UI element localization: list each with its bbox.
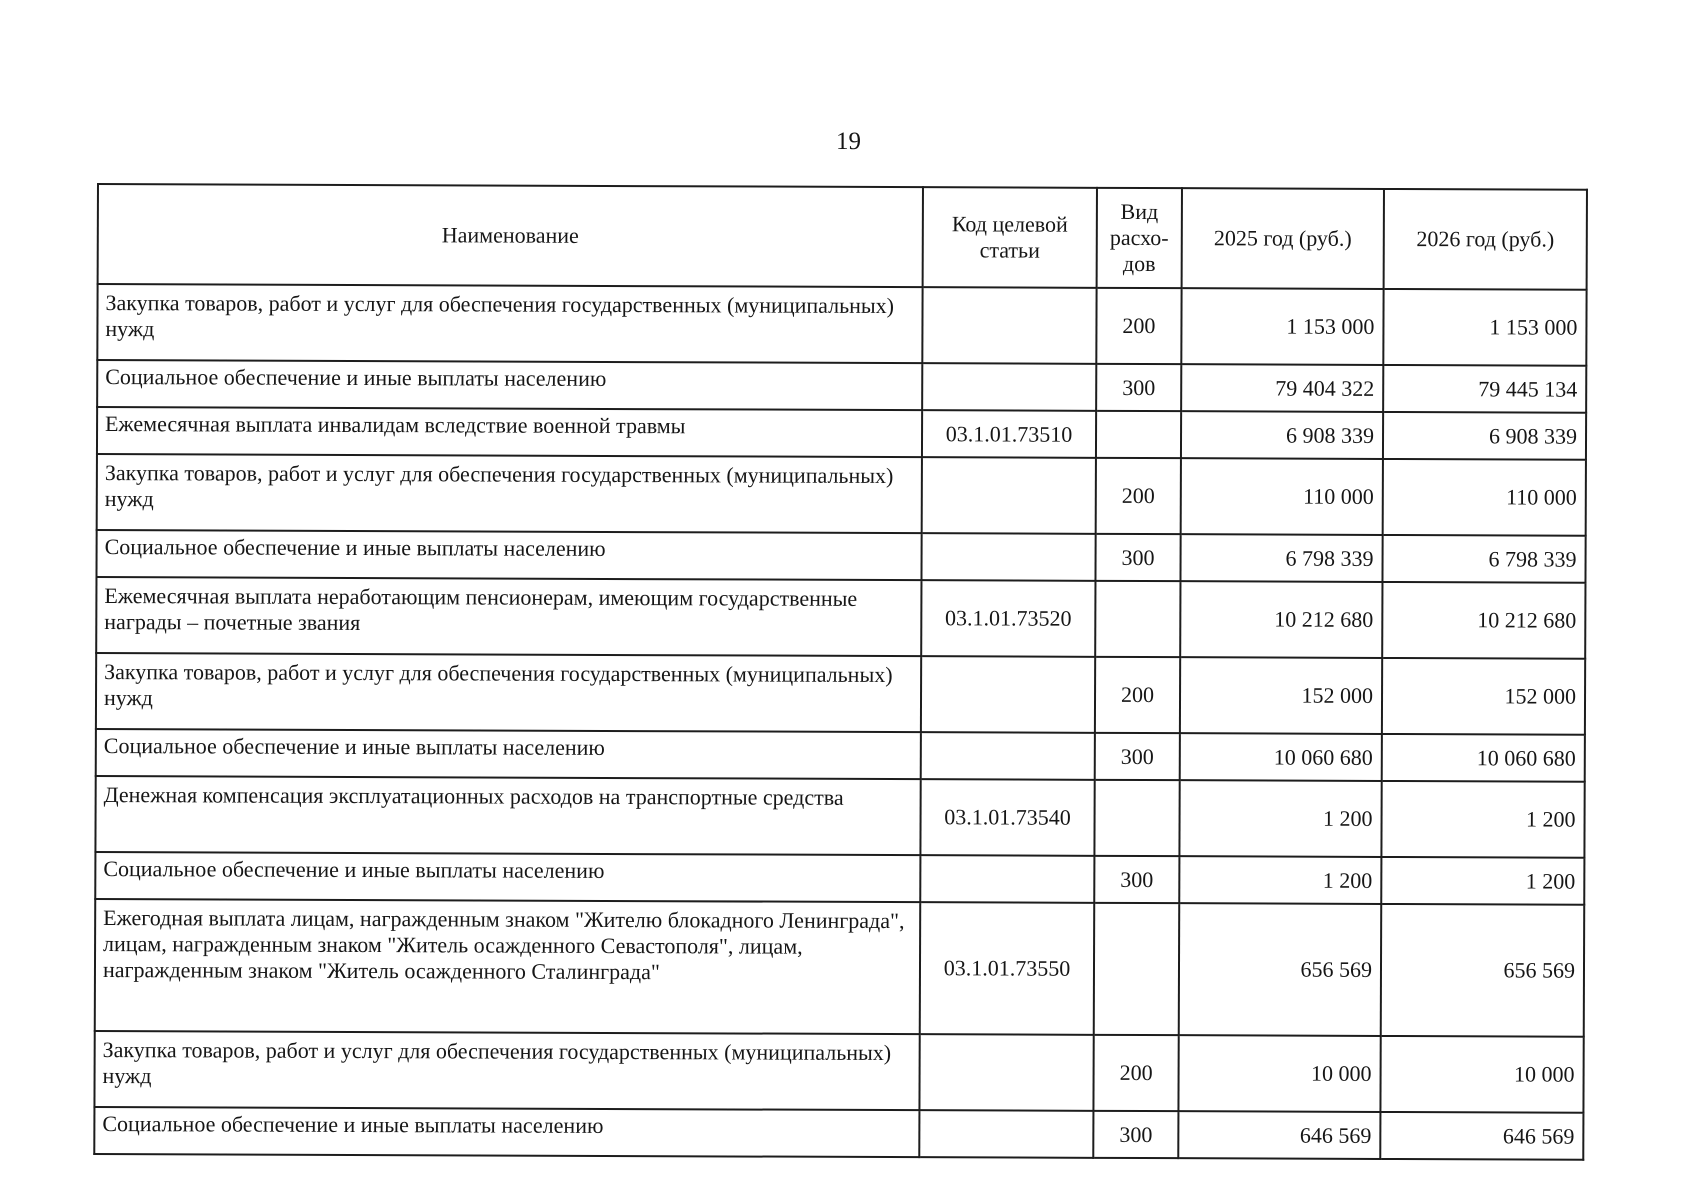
row-expense-type: 300 xyxy=(1095,733,1180,780)
table-row xyxy=(97,284,1586,366)
row-expense-type xyxy=(1095,581,1180,657)
table-row xyxy=(96,530,1585,583)
table-row xyxy=(96,577,1585,659)
row-year-2025: 656 569 xyxy=(1179,903,1382,1036)
row-year-2026: 10 000 xyxy=(1380,1036,1583,1113)
row-expense-type: 300 xyxy=(1096,364,1181,411)
header-code: Код целевой статьи xyxy=(923,187,1097,288)
row-name: Социальное обеспечение и иные выплаты населению xyxy=(95,852,920,902)
row-code xyxy=(921,656,1095,733)
row-year-2026: 646 569 xyxy=(1380,1112,1583,1160)
table-row xyxy=(95,852,1584,905)
budget-table xyxy=(93,183,1588,1161)
row-year-2026: 152 000 xyxy=(1382,658,1585,735)
row-year-2026: 1 200 xyxy=(1381,781,1584,858)
row-year-2025: 10 060 680 xyxy=(1180,733,1382,781)
row-year-2025: 6 798 339 xyxy=(1180,534,1382,582)
row-code: 03.1.01.73540 xyxy=(920,779,1094,856)
row-year-2026: 1 153 000 xyxy=(1383,289,1586,366)
table-row xyxy=(94,1107,1583,1160)
row-name: Социальное обеспечение и иные выплаты населению xyxy=(96,729,921,779)
header-year-2025: 2025 год (руб.) xyxy=(1182,188,1384,289)
row-year-2025: 152 000 xyxy=(1180,657,1382,734)
row-year-2026: 79 445 134 xyxy=(1383,365,1586,413)
row-year-2026: 110 000 xyxy=(1383,459,1586,536)
row-expense-type: 200 xyxy=(1093,1035,1178,1111)
table-row xyxy=(95,776,1584,858)
table-row xyxy=(97,360,1586,413)
row-year-2025: 6 908 339 xyxy=(1181,411,1383,459)
page-number: 19 xyxy=(836,128,861,155)
table-row xyxy=(97,407,1586,460)
row-expense-type: 300 xyxy=(1095,534,1180,581)
row-expense-type: 200 xyxy=(1096,458,1181,534)
header-year-2026: 2026 год (руб.) xyxy=(1384,189,1587,290)
row-name: Ежемесячная выплата инвалидам вследствие военной травмы xyxy=(97,407,922,457)
row-year-2026: 10 060 680 xyxy=(1382,734,1585,782)
header-expense-type: Вид расхо-дов xyxy=(1097,188,1182,288)
row-year-2025: 1 153 000 xyxy=(1181,288,1383,365)
row-name: Ежемесячная выплата неработающим пенсионерам, имеющим государственные награды – почетные звания xyxy=(96,577,921,656)
row-year-2026: 10 212 680 xyxy=(1382,582,1585,659)
row-expense-type xyxy=(1096,411,1181,458)
row-expense-type: 300 xyxy=(1093,1111,1178,1158)
row-expense-type: 200 xyxy=(1096,288,1181,364)
row-name: Денежная компенсация эксплуатационных расходов на транспортные средства xyxy=(95,776,920,855)
table-row xyxy=(94,1031,1583,1113)
row-expense-type: 300 xyxy=(1094,856,1179,903)
row-year-2025: 10 212 680 xyxy=(1180,581,1382,658)
row-year-2025: 1 200 xyxy=(1179,856,1381,904)
row-year-2025: 646 569 xyxy=(1178,1111,1380,1159)
row-code xyxy=(922,287,1096,364)
row-year-2025: 110 000 xyxy=(1181,458,1383,535)
row-code xyxy=(922,363,1096,411)
row-code: 03.1.01.73520 xyxy=(921,580,1095,657)
row-year-2026: 6 798 339 xyxy=(1382,535,1585,583)
row-expense-type: 200 xyxy=(1095,657,1180,733)
row-name: Социальное обеспечение и иные выплаты населению xyxy=(94,1107,919,1157)
row-year-2026: 6 908 339 xyxy=(1383,412,1586,460)
table-row xyxy=(96,653,1585,735)
table-header-row xyxy=(98,184,1587,290)
row-year-2025: 1 200 xyxy=(1179,780,1381,857)
row-code xyxy=(920,855,1094,903)
table-row xyxy=(97,454,1586,536)
row-year-2025: 79 404 322 xyxy=(1181,364,1383,412)
row-year-2026: 1 200 xyxy=(1381,857,1584,905)
row-name: Закупка товаров, работ и услуг для обеспечения государственных (муниципальных) нужд xyxy=(97,454,922,533)
row-year-2025: 10 000 xyxy=(1178,1035,1380,1112)
row-name: Закупка товаров, работ и услуг для обеспечения государственных (муниципальных) нужд xyxy=(94,1031,919,1110)
row-code: 03.1.01.73550 xyxy=(920,902,1095,1035)
row-code xyxy=(921,732,1095,780)
table-row xyxy=(96,729,1585,782)
row-code xyxy=(919,1110,1093,1158)
row-expense-type xyxy=(1094,780,1179,856)
row-code xyxy=(922,457,1096,534)
header-name: Наименование xyxy=(98,184,923,287)
row-code xyxy=(919,1034,1093,1111)
row-name: Закупка товаров, работ и услуг для обеспечения государственных (муниципальных) нужд xyxy=(97,284,922,363)
row-name: Социальное обеспечение и иные выплаты населению xyxy=(96,530,921,580)
row-expense-type xyxy=(1094,903,1180,1035)
row-name: Закупка товаров, работ и услуг для обеспечения государственных (муниципальных) нужд xyxy=(96,653,921,732)
row-name: Социальное обеспечение и иные выплаты населению xyxy=(97,360,922,410)
table-row xyxy=(95,899,1584,1037)
row-name: Ежегодная выплата лицам, награжденным знаком "Жителю блокадного Ленинграда", лицам, награжденным знаком "Житель осажденного Севастополя", лицам, награжденным знаком "Житель осажденного Сталинграда" xyxy=(95,899,921,1034)
row-code: 03.1.01.73510 xyxy=(922,410,1096,458)
row-year-2026: 656 569 xyxy=(1381,904,1585,1037)
row-code xyxy=(921,533,1095,581)
